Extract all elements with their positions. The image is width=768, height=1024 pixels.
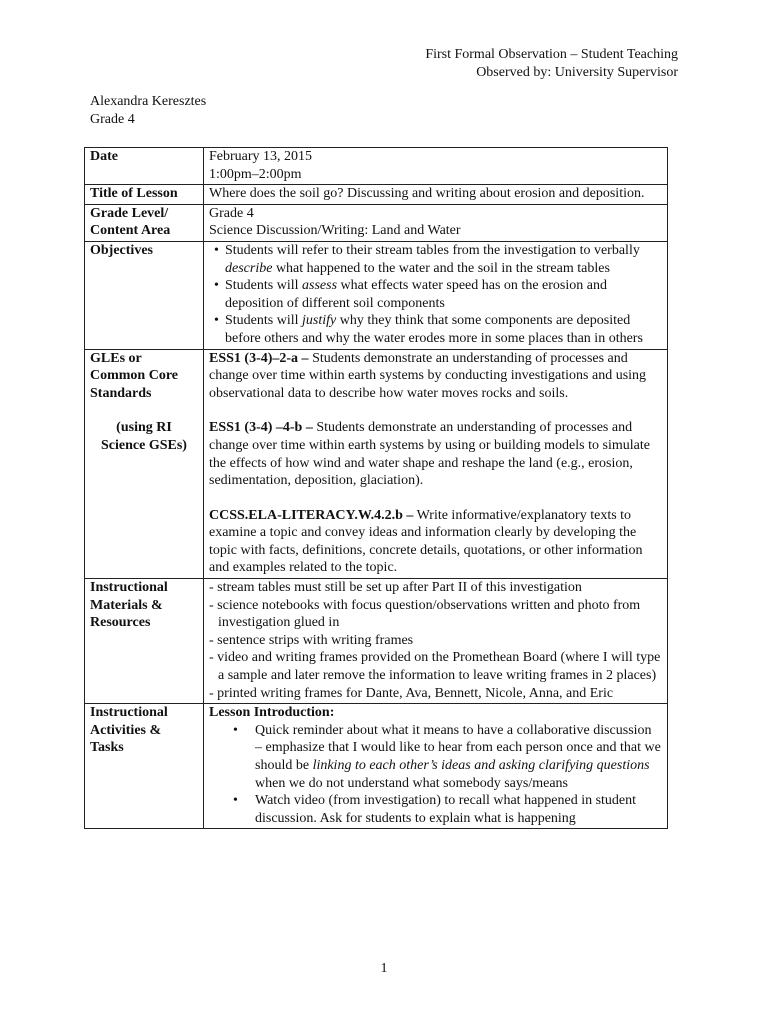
time-value: 1:00pm–2:00pm <box>209 166 302 182</box>
label-line: Tasks <box>90 740 124 756</box>
objective-item: • Students will assess what effects water speed has on the erosion and deposition of different soil components <box>209 277 662 312</box>
material-item: - science notebooks with focus question/observations written and photo from investigation glued in <box>209 597 641 631</box>
material-item: - printed writing frames for Dante, Ava, Bennett, Nicole, Anna, and Eric <box>209 685 614 701</box>
page-header <box>425 46 678 82</box>
label-line: Common Core <box>90 368 179 384</box>
lesson-plan-table <box>84 147 668 829</box>
label-line: (using RI <box>116 420 172 436</box>
material-item: - stream tables must still be set up after Part II of this investigation <box>209 580 582 596</box>
label-activities <box>85 704 204 829</box>
label-line: Materials & <box>90 597 163 613</box>
standard-item: CCSS.ELA-LITERACY.W.4.2.b – Write informative/explanatory texts to examine a topic and convey ideas and information clearly by developing the topic with facts, definitions, concrete details, quotations, or other information and examples related to the topic. <box>209 507 643 576</box>
activity-item: • Quick reminder about what it means to have a collaborative discussion – emphasize that I would like to hear from each person once and that we should be linking to each other’s ideas and asking clarifying questions when we do not understand what somebody says/means <box>209 722 662 792</box>
value-materials <box>204 579 668 704</box>
label-objectives: Objectives <box>85 241 204 349</box>
material-item: - sentence strips with writing frames <box>209 632 414 648</box>
grade-value: Grade 4 <box>209 205 254 221</box>
content-area-value: Science Discussion/Writing: Land and Water <box>209 223 461 239</box>
value-activities <box>204 704 668 829</box>
author-grade: Grade 4 <box>90 112 135 127</box>
label-grade-level <box>85 204 204 241</box>
label-standards <box>85 349 204 579</box>
header-observer: Observed by: University Supervisor <box>476 65 678 80</box>
value-grade-level <box>204 204 668 241</box>
label-line: Instructional <box>90 580 168 596</box>
value-objectives <box>204 241 668 349</box>
lesson-intro-heading: Lesson Introduction: <box>209 705 335 721</box>
header-title: First Formal Observation – Student Teaching <box>425 47 678 62</box>
standard-item: ESS1 (3-4) –4-b – Students demonstrate an understanding of processes and change over time within earth systems by using or building models to simulate the effects of how wind and water shape and reshape the land (e.g., erosion, sedimentation, deposition, glaciation). <box>209 420 650 489</box>
standards-sublabel <box>90 419 198 454</box>
label-title: Title of Lesson <box>85 185 204 205</box>
activities-list <box>209 722 662 828</box>
label-line: GLEs or <box>90 350 142 366</box>
row-standards <box>85 349 668 579</box>
value-standards <box>204 349 668 579</box>
row-grade-level <box>85 204 668 241</box>
row-activities <box>85 704 668 829</box>
label-line: Resources <box>90 615 151 631</box>
standard-item: ESS1 (3-4)–2-a – Students demonstrate an understanding of processes and change over time within earth systems by conducting investigations and using observational data to describe how water moves rocks and soils. <box>209 350 647 401</box>
label-line: Science GSEs) <box>101 437 187 453</box>
row-date <box>85 148 668 185</box>
author-block <box>90 93 206 129</box>
author-name: Alexandra Keresztes <box>90 94 207 109</box>
objective-item: • Students will justify why they think that some components are deposited before others and why the water erodes more in some places than in others <box>209 312 662 347</box>
label-line: Content Area <box>90 223 171 239</box>
activity-item: • Watch video (from investigation) to recall what happened in student discussion. Ask for students to explain what is happening <box>209 792 662 827</box>
value-date <box>204 148 668 185</box>
material-item: - video and writing frames provided on the Promethean Board (where I will type a sample and later remove the information to leave writing frames in 2 places) <box>209 650 661 684</box>
label-line: Standards <box>90 385 152 401</box>
objectives-list <box>209 242 662 348</box>
objective-item: • Students will refer to their stream tables from the investigation to verbally describe what happened to the water and the soil in the stream tables <box>209 242 662 277</box>
page-number: 1 <box>380 961 388 976</box>
label-line: Grade Level/ <box>90 205 169 221</box>
date-value: February 13, 2015 <box>209 149 313 164</box>
row-title <box>85 185 668 205</box>
label-line: Activities & <box>90 722 162 738</box>
label-materials <box>85 579 204 704</box>
row-materials <box>85 579 668 704</box>
label-date: Date <box>85 148 204 185</box>
row-objectives <box>85 241 668 349</box>
label-line: Instructional <box>90 705 168 721</box>
value-title: Where does the soil go? Discussing and writing about erosion and deposition. <box>204 185 668 205</box>
